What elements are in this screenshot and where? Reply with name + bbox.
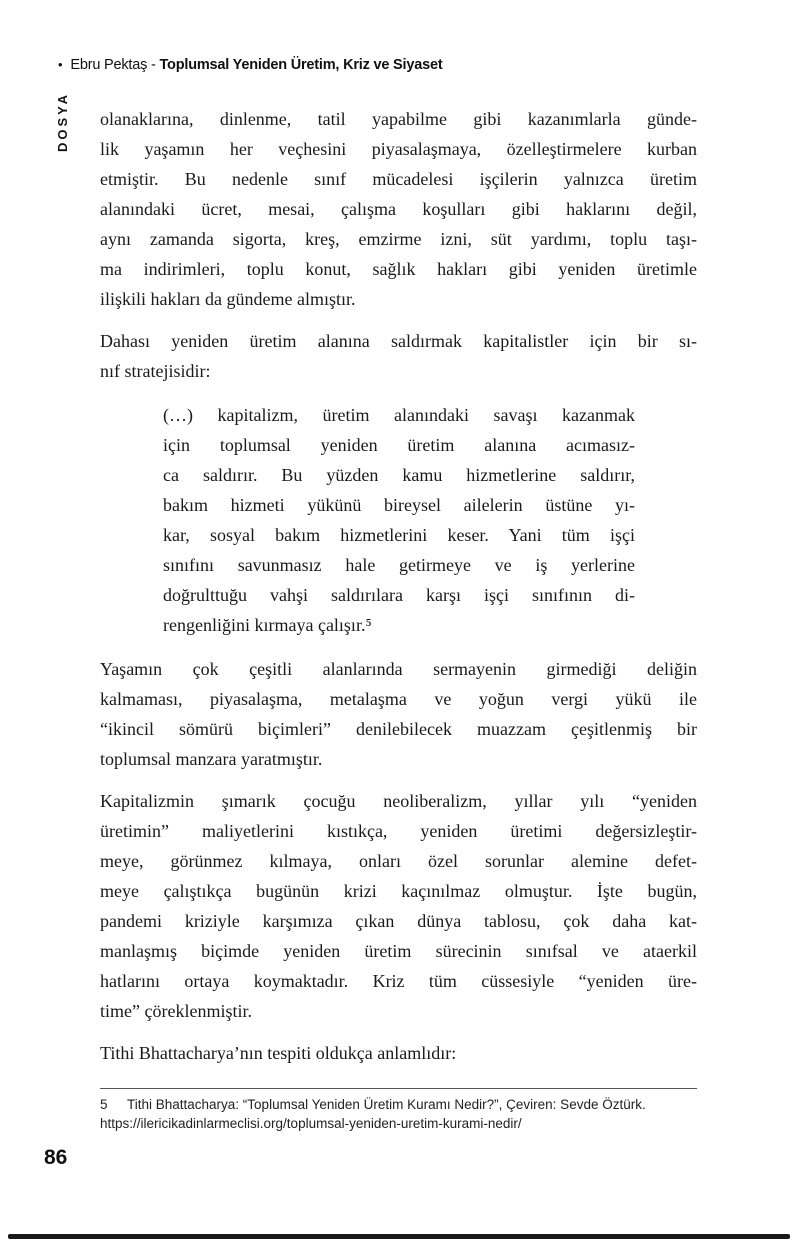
text-line: alanındaki ücret, mesai, çalışma koşulları gibi haklarını değil, [100, 199, 697, 219]
text-line: ma indirimleri, toplu konut, sağlık hakları gibi yeniden üretimle [100, 259, 697, 279]
header-book-title: Toplumsal Yeniden Üretim, Kriz ve Siyaset [159, 57, 443, 73]
text-line: aynı zamanda sigorta, kreş, emzirme izni, süt yardımı, toplu taşı- [100, 229, 697, 249]
text-line: time” çöreklenmiştir. [100, 1001, 252, 1021]
text-line: sınıfını savunmasız hale getirmeye ve iş yerlerine [163, 555, 635, 575]
text-line: toplumsal manzara yaratmıştır. [100, 749, 323, 769]
text-line: Dahası yeniden üretim alanına saldırmak kapitalistler için bir sı- [100, 331, 697, 351]
footnote-block [100, 1088, 697, 1133]
paragraph [100, 1038, 697, 1068]
text-line: pandemi kriziyle karşımıza çıkan dünya tablosu, çok daha kat- [100, 911, 697, 931]
section-label-vertical: DOSYA [55, 92, 70, 153]
text-line: ca saldırır. Bu yüzden kamu hizmetlerine saldırır, [163, 465, 635, 485]
text-line: için toplumsal yeniden üretim alanına acımasız- [163, 435, 635, 455]
paragraph [100, 104, 697, 314]
text-line: kalmaması, piyasalaşma, metalaşma ve yoğun vergi yükü ile [100, 689, 697, 709]
text-line: Tithi Bhattacharya’nın tespiti oldukça anlamlıdır: [100, 1043, 457, 1063]
text-line: (…) kapitalizm, üretim alanındaki savaşı kazanmak [163, 405, 635, 425]
text-line: bakım hizmeti yükünü bireysel ailelerin üstüne yı- [163, 495, 635, 515]
text-line: manlaşmış biçimde yeniden üretim sürecinin sınıfsal ve ataerkil [100, 941, 697, 961]
header-bullet-icon: • [58, 57, 63, 72]
blockquote [163, 400, 635, 640]
text-line: olanaklarına, dinlenme, tatil yapabilme gibi kazanımlarla günde- [100, 109, 697, 129]
text-line: Yaşamın çok çeşitli alanlarında sermayenin girmediği deliğin [100, 659, 697, 679]
text-line: doğrulttuğu vahşi saldırılara karşı işçi sınıfının di- [163, 585, 635, 605]
paragraph [100, 786, 697, 1026]
text-line: kar, sosyal bakım hizmetlerini keser. Yani tüm işçi [163, 525, 635, 545]
header-author: Ebru Pektaş [70, 57, 148, 73]
footnote-url: https://ilericikadinlarmeclisi.org/toplumsal-yeniden-uretim-kurami-nedir/ [100, 1116, 522, 1131]
text-line: ilişkili hakları da gündeme almıştır. [100, 289, 356, 309]
footnote-number: 5 [100, 1097, 108, 1112]
header-separator: - [151, 57, 160, 73]
text-line: Kapitalizmin şımarık çocuğu neoliberalizm, yıllar yılı “yeniden [100, 791, 697, 811]
text-line: “ikincil sömürü biçimleri” denilebilecek muazzam çeşitlenmiş bir [100, 719, 697, 739]
footnote-text: Tithi Bhattacharya: “Toplumsal Yeniden Üretim Kuramı Nedir?”, Çeviren: Sevde Öztürk. [127, 1097, 646, 1112]
footnote-divider [100, 1088, 697, 1089]
page-edge-shadow [8, 1234, 790, 1239]
footnote-entry [100, 1095, 697, 1114]
text-line: üretimin” maliyetlerini kıstıkça, yeniden üretimi değersizleştir- [100, 821, 697, 841]
paragraph [100, 326, 697, 386]
text-line: nıf stratejisidir: [100, 361, 211, 381]
paragraph [100, 654, 697, 774]
text-line: rengenliğini kırmaya çalışır.⁵ [163, 615, 372, 635]
text-line: meye, görünmez kılmaya, onları özel sorunlar alemine defet- [100, 851, 697, 871]
running-header [58, 57, 442, 73]
page-number: 86 [44, 1146, 68, 1169]
text-line: lik yaşamın her veçhesini piyasalaşmaya, özelleştirmelere kurban [100, 139, 697, 159]
text-line: etmiştir. Bu nedenle sınıf mücadelesi işçilerin yalnızca üretim [100, 169, 697, 189]
text-line: hatlarını ortaya koymaktadır. Kriz tüm cüssesiyle “yeniden üre- [100, 971, 697, 991]
text-line: meye çalıştıkça bugünün krizi kaçınılmaz olmuştur. İşte bugün, [100, 881, 697, 901]
page-body [100, 104, 697, 1068]
